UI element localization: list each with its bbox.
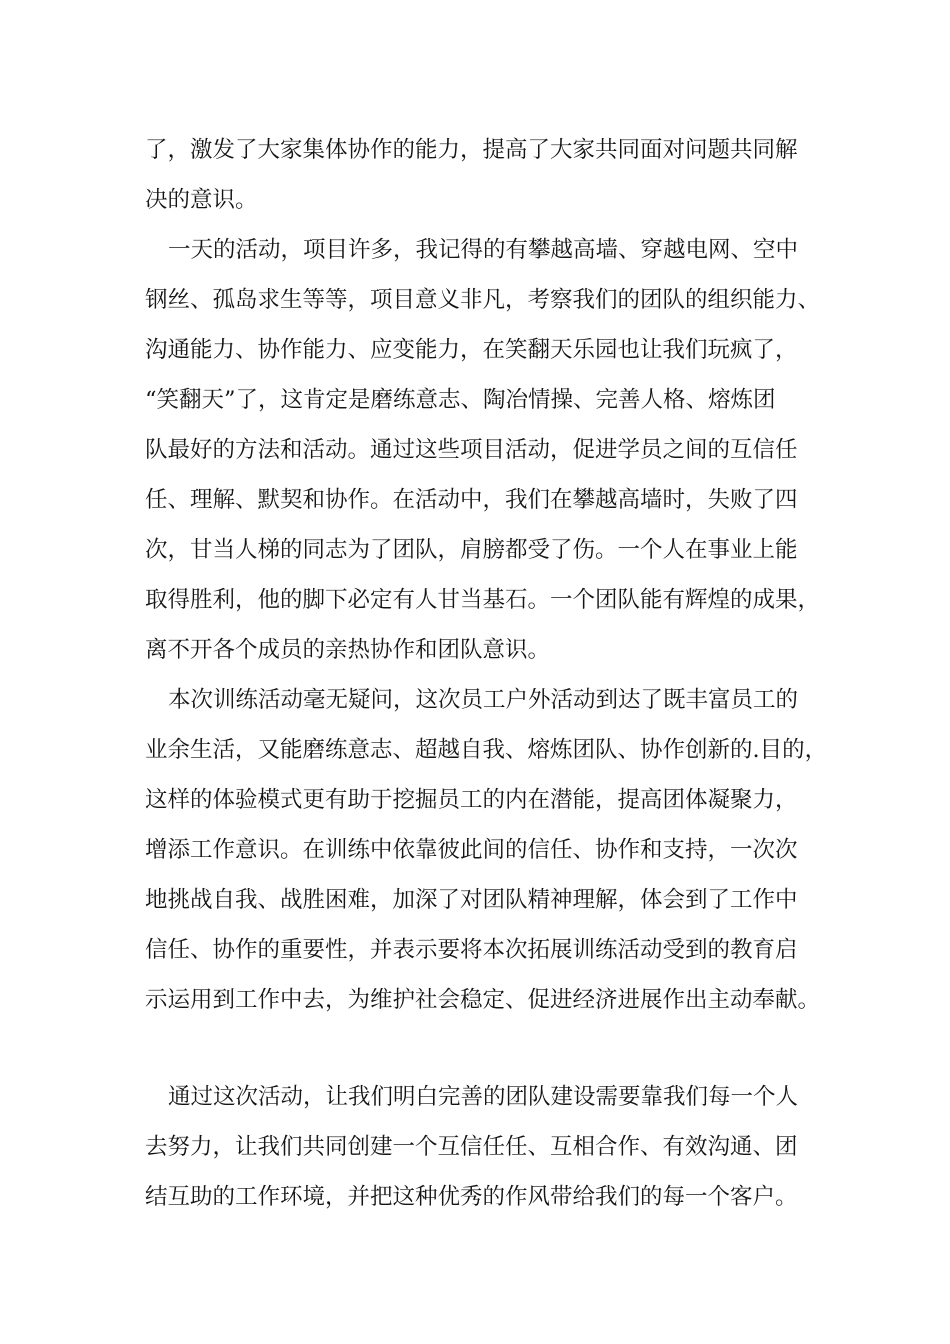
text-line: 任、理解、默契和协作。在活动中，我们在攀越高墙时，失败了四 — [145, 487, 798, 513]
text-line: 示运用到工作中去，为维护社会稳定、促进经济进展作出主动奉献。 — [145, 987, 821, 1013]
text-line: “笑翻天”了，这肯定是磨练意志、陶冶情操、完善人格、熔炼团 — [145, 387, 776, 413]
text-line: 这样的体验模式更有助于挖掘员工的内在潜能，提高团体凝聚力， — [145, 787, 798, 813]
text-line: 地挑战自我、战胜困难，加深了对团队精神理解，体会到了工作中 — [145, 887, 798, 913]
text-line: 取得胜利，他的脚下必定有人甘当基石。一个团队能有辉煌的成果， — [145, 587, 821, 613]
text-line: 信任、协作的重要性，并表示要将本次拓展训练活动受到的教育启 — [145, 937, 798, 963]
text-line: 一天的活动，项目许多，我记得的有攀越高墙、穿越电网、空中 — [168, 237, 799, 263]
text-line: 业余生活，又能磨练意志、超越自我、熔炼团队、协作创新的.目的， — [145, 737, 828, 763]
text-line: 队最好的方法和活动。通过这些项目活动，促进学员之间的互信任 — [145, 437, 798, 463]
text-line: 决的意识。 — [145, 187, 258, 213]
text-line: 增添工作意识。在训练中依靠彼此间的信任、协作和支持，一次次 — [145, 837, 798, 863]
text-line: 本次训练活动毫无疑问，这次员工户外活动到达了既丰富员工的 — [168, 687, 799, 713]
text-line: 次，甘当人梯的同志为了团队，肩膀都受了伤。一个人在事业上能 — [145, 537, 798, 563]
text-line: 钢丝、孤岛求生等等，项目意义非凡，考察我们的团队的组织能力、 — [145, 287, 821, 313]
text-line: 结互助的工作环境，并把这种优秀的作风带给我们的每一个客户。 — [145, 1184, 798, 1210]
text-line: 通过这次活动，让我们明白完善的团队建设需要靠我们每一个人 — [168, 1084, 799, 1110]
text-line: 了，激发了大家集体协作的能力，提高了大家共同面对问题共同解 — [145, 137, 798, 163]
text-line: 沟通能力、协作能力、应变能力，在笑翻天乐园也让我们玩疯了， — [145, 337, 798, 363]
text-line: 去努力，让我们共同创建一个互信任任、互相合作、有效沟通、团 — [145, 1134, 798, 1160]
text-line: 离不开各个成员的亲热协作和团队意识。 — [145, 637, 551, 663]
